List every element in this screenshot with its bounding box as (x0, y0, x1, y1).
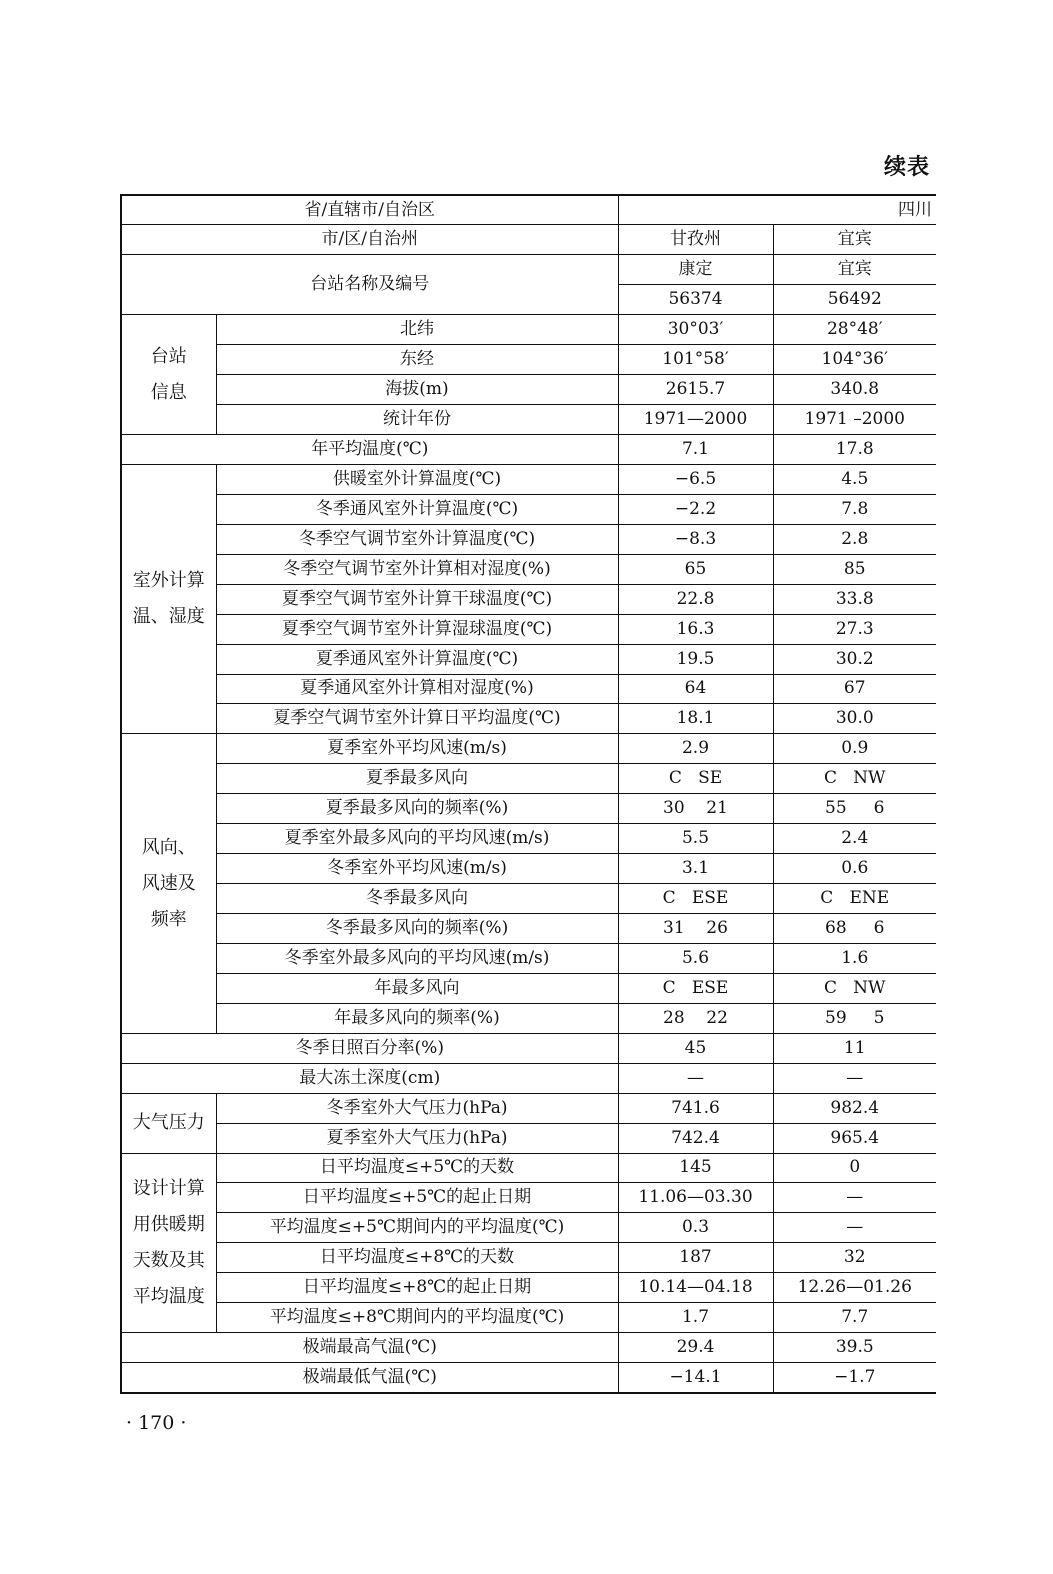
value-station-2: 55 6 (773, 794, 936, 824)
value-station-1: 101°58′ (618, 345, 773, 375)
value-station-2: 2.4 (773, 824, 936, 854)
row-label: 冬季室外大气压力(hPa) (216, 1093, 618, 1123)
row-label: 供暖室外计算温度(℃) (216, 464, 618, 494)
value-station-2: — (773, 1183, 936, 1213)
row-label: 夏季最多风向的频率(%) (216, 794, 618, 824)
row-label: 极端最低气温(℃) (121, 1363, 618, 1393)
row-label: 冬季室外平均风速(m/s) (216, 854, 618, 884)
value-station-2: 59 5 (773, 1003, 936, 1033)
row-label: 夏季通风室外计算相对湿度(%) (216, 674, 618, 704)
table-row (121, 1363, 936, 1393)
row-label: 日平均温度≤+8℃的起止日期 (216, 1273, 618, 1303)
value-station-2: 340.8 (773, 375, 936, 405)
table-row (121, 1183, 936, 1213)
value-station-2: 2.8 (773, 524, 936, 554)
table-row (121, 1093, 936, 1123)
value-station-2: C NW (773, 973, 936, 1003)
value-station-1: 31 26 (618, 914, 773, 944)
group-station-info: 台站信息 (121, 315, 216, 435)
table-row (121, 1123, 936, 1153)
table-row (121, 914, 936, 944)
row-label: 最大冻土深度(cm) (121, 1063, 618, 1093)
row-label: 夏季通风室外计算温度(℃) (216, 644, 618, 674)
value-station-2: 104°36′ (773, 345, 936, 375)
table-row (121, 764, 936, 794)
value-station-2: 1.6 (773, 943, 936, 973)
value-station-1: 1971—2000 (618, 405, 773, 435)
value-station-2: 12.26—01.26 (773, 1273, 936, 1303)
table-row (121, 943, 936, 973)
row-label: 夏季空气调节室外计算日平均温度(℃) (216, 704, 618, 734)
value-station-1: 65 (618, 554, 773, 584)
table-row (121, 225, 936, 255)
group-pressure: 大气压力 (121, 1093, 216, 1153)
value-station-1: 45 (618, 1033, 773, 1063)
table-row (121, 584, 936, 614)
table-row (121, 644, 936, 674)
group-wind: 风向、风速及频率 (121, 734, 216, 1033)
row-label: 北纬 (216, 315, 618, 345)
row-label: 夏季室外大气压力(hPa) (216, 1123, 618, 1153)
value-station-1: 145 (618, 1153, 773, 1183)
value-station-2: 982.4 (773, 1093, 936, 1123)
table-row (121, 1273, 936, 1303)
row-label: 冬季空气调节室外计算温度(℃) (216, 524, 618, 554)
row-label: 极端最高气温(℃) (121, 1333, 618, 1363)
value-station-2: 0 (773, 1153, 936, 1183)
row-label: 年最多风向的频率(%) (216, 1003, 618, 1033)
table-row (121, 494, 936, 524)
value-station-1: 7.1 (618, 435, 773, 465)
row-label: 统计年份 (216, 405, 618, 435)
table-row (121, 1333, 936, 1363)
table-row (121, 1153, 936, 1183)
value-station-2: C NW (773, 764, 936, 794)
value-station-1: 10.14—04.18 (618, 1273, 773, 1303)
station-1-code: 56374 (618, 285, 773, 315)
continued-table-label: 续表 (884, 154, 931, 180)
station-1-city: 甘孜州 (618, 225, 773, 255)
table-row (121, 614, 936, 644)
value-station-1: 30°03′ (618, 315, 773, 345)
value-station-1: 3.1 (618, 854, 773, 884)
value-station-1: 16.3 (618, 614, 773, 644)
value-station-1: 18.1 (618, 704, 773, 734)
province-value: 四川 (618, 195, 936, 225)
table-row (121, 1303, 936, 1333)
table-row (121, 704, 936, 734)
page-number: · 170 · (126, 1412, 187, 1434)
value-station-1: C ESE (618, 884, 773, 914)
value-station-1: 2.9 (618, 734, 773, 764)
row-label: 冬季最多风向 (216, 884, 618, 914)
row-label: 日平均温度≤+5℃的起止日期 (216, 1183, 618, 1213)
table-row (121, 824, 936, 854)
table-row (121, 1033, 936, 1063)
value-station-1: 30 21 (618, 794, 773, 824)
station-2-city: 宜宾 (773, 225, 936, 255)
group-heating-period: 设计计算用供暖期天数及其平均温度 (121, 1153, 216, 1333)
row-label: 东经 (216, 345, 618, 375)
row-label: 平均温度≤+8℃期间内的平均温度(℃) (216, 1303, 618, 1333)
row-label: 冬季空气调节室外计算相对湿度(%) (216, 554, 618, 584)
value-station-1: −8.3 (618, 524, 773, 554)
value-station-1: 5.6 (618, 943, 773, 973)
station-2-name: 宜宾 (773, 255, 936, 285)
value-station-2: 39.5 (773, 1333, 936, 1363)
table-row (121, 375, 936, 405)
table-row (121, 973, 936, 1003)
table-row (121, 554, 936, 584)
value-station-2: 7.7 (773, 1303, 936, 1333)
row-label: 年平均温度(℃) (121, 435, 618, 465)
table-row (121, 315, 936, 345)
value-station-1: 28 22 (618, 1003, 773, 1033)
value-station-1: 22.8 (618, 584, 773, 614)
station-label: 台站名称及编号 (121, 255, 618, 315)
value-station-2: 28°48′ (773, 315, 936, 345)
value-station-2: 30.2 (773, 644, 936, 674)
row-label: 夏季室外平均风速(m/s) (216, 734, 618, 764)
value-station-1: −14.1 (618, 1363, 773, 1393)
table-row (121, 1213, 936, 1243)
table-row (121, 1243, 936, 1273)
row-label: 夏季空气调节室外计算湿球温度(℃) (216, 614, 618, 644)
row-label: 冬季通风室外计算温度(℃) (216, 494, 618, 524)
row-label: 夏季空气调节室外计算干球温度(℃) (216, 584, 618, 614)
value-station-1: −6.5 (618, 464, 773, 494)
table-row (121, 464, 936, 494)
table-row (121, 435, 936, 465)
value-station-1: 29.4 (618, 1333, 773, 1363)
table-row (121, 255, 936, 285)
value-station-2: 85 (773, 554, 936, 584)
table-row (121, 345, 936, 375)
row-label: 日平均温度≤+5℃的天数 (216, 1153, 618, 1183)
value-station-1: 0.3 (618, 1213, 773, 1243)
value-station-1: — (618, 1063, 773, 1093)
value-station-1: C ESE (618, 973, 773, 1003)
table-row (121, 405, 936, 435)
value-station-2: 0.9 (773, 734, 936, 764)
row-label: 年最多风向 (216, 973, 618, 1003)
value-station-2: C ENE (773, 884, 936, 914)
value-station-2: — (773, 1213, 936, 1243)
value-station-1: 741.6 (618, 1093, 773, 1123)
value-station-2: 17.8 (773, 435, 936, 465)
table-row (121, 1063, 936, 1093)
value-station-2: 965.4 (773, 1123, 936, 1153)
value-station-2: 7.8 (773, 494, 936, 524)
row-label: 平均温度≤+5℃期间内的平均温度(℃) (216, 1213, 618, 1243)
row-label: 冬季日照百分率(%) (121, 1033, 618, 1063)
value-station-1: 64 (618, 674, 773, 704)
value-station-1: C SE (618, 764, 773, 794)
value-station-2: 4.5 (773, 464, 936, 494)
value-station-1: 187 (618, 1243, 773, 1273)
station-1-name: 康定 (618, 255, 773, 285)
row-label: 冬季室外最多风向的平均风速(m/s) (216, 943, 618, 973)
row-label: 海拔(m) (216, 375, 618, 405)
value-station-1: 11.06—03.30 (618, 1183, 773, 1213)
value-station-1: 742.4 (618, 1123, 773, 1153)
row-label: 夏季室外最多风向的平均风速(m/s) (216, 824, 618, 854)
value-station-1: −2.2 (618, 494, 773, 524)
value-station-1: 5.5 (618, 824, 773, 854)
value-station-2: 0.6 (773, 854, 936, 884)
group-outdoor-temp-humidity: 室外计算温、湿度 (121, 464, 216, 733)
climate-data-table (120, 194, 936, 1394)
table-row (121, 794, 936, 824)
table-row (121, 195, 936, 225)
table-row (121, 854, 936, 884)
row-label: 夏季最多风向 (216, 764, 618, 794)
table-row (121, 674, 936, 704)
value-station-2: 11 (773, 1033, 936, 1063)
city-label: 市/区/自治州 (121, 225, 618, 255)
table-row (121, 734, 936, 764)
value-station-2: 67 (773, 674, 936, 704)
table-row (121, 524, 936, 554)
value-station-2: 32 (773, 1243, 936, 1273)
value-station-1: 19.5 (618, 644, 773, 674)
value-station-2: 30.0 (773, 704, 936, 734)
row-label: 日平均温度≤+8℃的天数 (216, 1243, 618, 1273)
value-station-2: — (773, 1063, 936, 1093)
value-station-2: 33.8 (773, 584, 936, 614)
value-station-2: −1.7 (773, 1363, 936, 1393)
value-station-1: 2615.7 (618, 375, 773, 405)
row-label: 冬季最多风向的频率(%) (216, 914, 618, 944)
table-row (121, 1003, 936, 1033)
province-label: 省/直辖市/自治区 (121, 195, 618, 225)
station-2-code: 56492 (773, 285, 936, 315)
value-station-2: 27.3 (773, 614, 936, 644)
value-station-2: 68 6 (773, 914, 936, 944)
value-station-1: 1.7 (618, 1303, 773, 1333)
table-row (121, 884, 936, 914)
value-station-2: 1971 –2000 (773, 405, 936, 435)
